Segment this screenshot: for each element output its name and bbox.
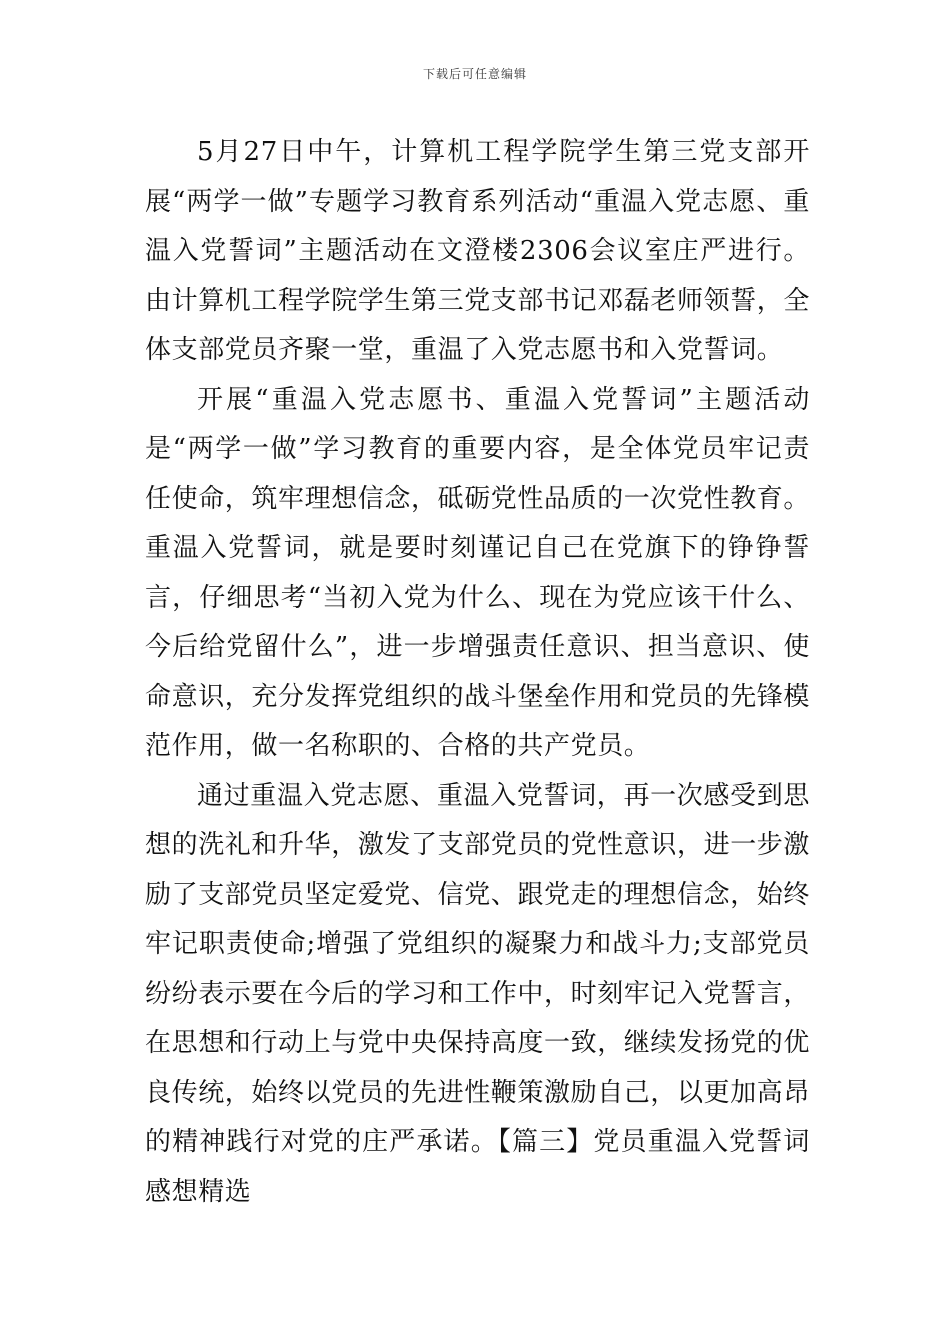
paragraph-1: 5月27日中午，计算机工程学院学生第三党支部开展“两学一做”专题学习教育系列活动“重温入党志愿、重温入党誓词”主题活动在文澄楼2306会议室庄严进行。由计算机工程学院学生第三党支部书记邓磊老师领誓，全体支部党员齐聚一堂，重温了入党志愿书和入党誓词。 [145, 137, 811, 365]
document-body [145, 128, 810, 1217]
paragraph-2: 开展“重温入党志愿书、重温入党誓词”主题活动是“两学一做”学习教育的重要内容，是全体党员牢记责任使命，筑牢理想信念，砥砺党性品质的一次党性教育。重温入党誓词，就是要时刻谨记自己在党旗下的铮铮誓言，仔细思考“当初入党为什么、现在为党应该干什么、今后给党留什么”，进一步增强责任意识、担当意识、使命意识，充分发挥党组织的战斗堡垒作用和党员的先锋模范作用，做一名称职的、合格的共产党员。 [145, 384, 811, 761]
paragraph-3: 通过重温入党志愿、重温入党誓词，再一次感受到思想的洗礼和升华，激发了支部党员的党性意识，进一步激励了支部党员坚定爱党、信党、跟党走的理想信念，始终牢记职责使命;增强了党组织的凝聚力和战斗力;支部党员纷纷表示要在今后的学习和工作中，时刻牢记入党誓言，在思想和行动上与党中央保持高度一致，继续发扬党的优良传统，始终以党员的先进性鞭策激励自己，以更加高昂的精神践行对党的庄严承诺。【篇三】党员重温入党誓词感想精选 [145, 780, 811, 1207]
page-header-note: 下载后可任意编辑 [422, 67, 527, 81]
